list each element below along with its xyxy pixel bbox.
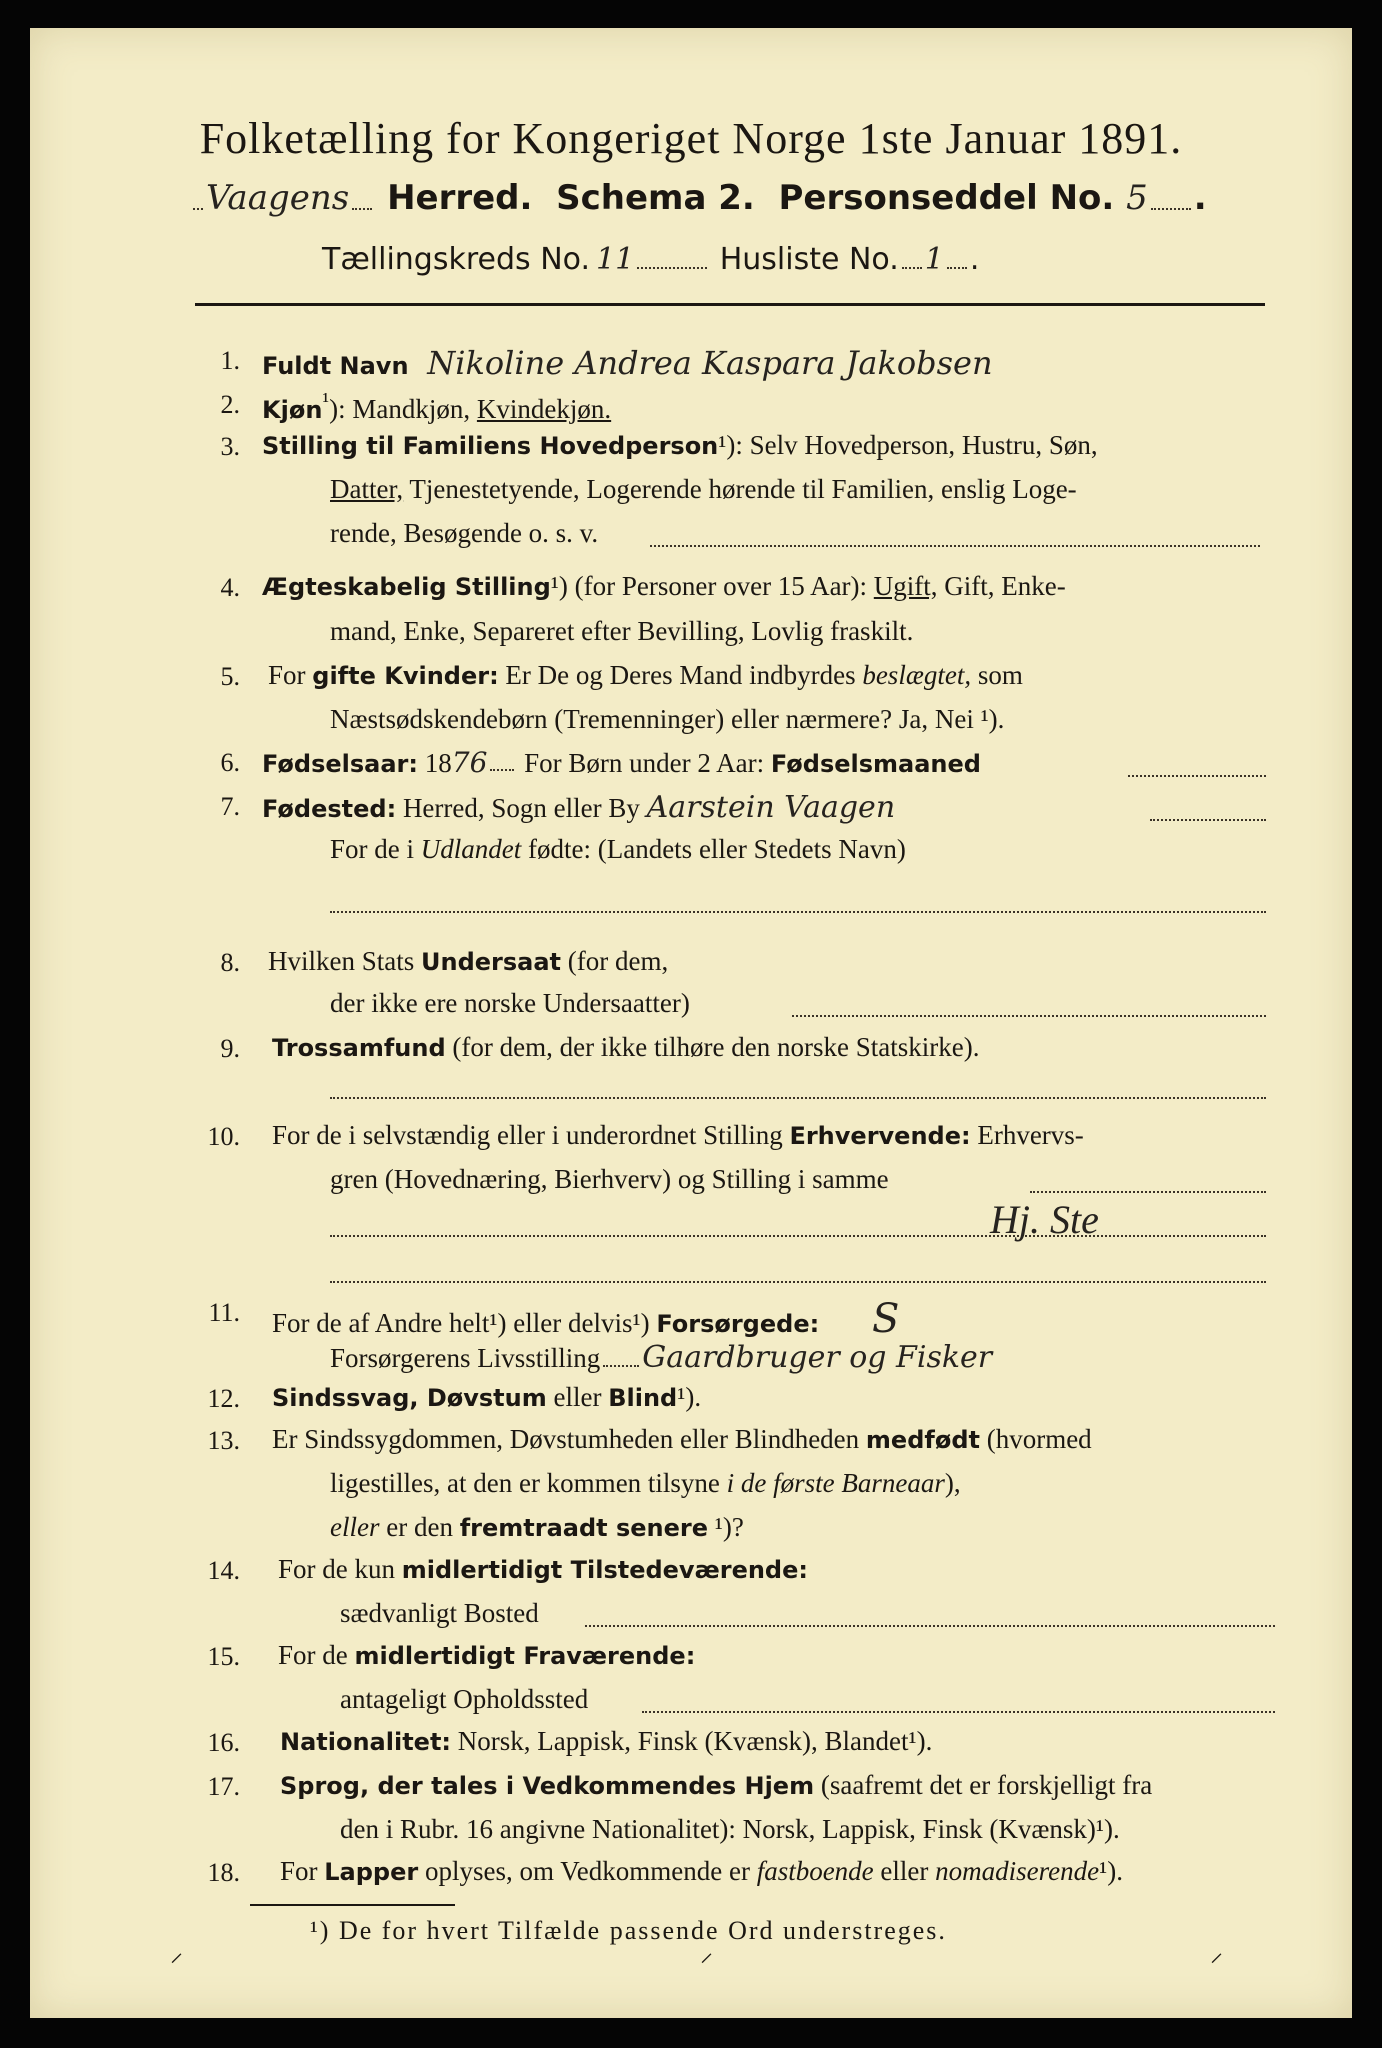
q8-text-a2: (for dem, bbox=[561, 946, 669, 976]
q13-text-b3: ), bbox=[944, 1468, 961, 1498]
q13-text-a: Er Sindssygdommen, Døvstumheden eller Blindheden bbox=[272, 1424, 866, 1454]
corner-mark-right: ⸝ bbox=[1210, 1938, 1224, 1968]
item-1 bbox=[262, 344, 993, 382]
item-number-15: 15. bbox=[207, 1642, 240, 1671]
header-rule bbox=[195, 303, 1265, 306]
q18-text-a4: eller bbox=[873, 1856, 936, 1886]
q6-prefix: 18 bbox=[418, 748, 452, 778]
q14-fill bbox=[585, 1624, 1275, 1627]
q8-label: Undersaat bbox=[421, 948, 562, 976]
q13-text-a2: (hvormed bbox=[979, 1424, 1092, 1454]
q17-text-a: (saafremt det er forskjelligt fra bbox=[814, 1770, 1153, 1800]
item-10-line-2: gren (Hovednæring, Bierhverv) og Stilling i samme bbox=[330, 1164, 889, 1194]
item-10-line-1 bbox=[272, 1120, 1084, 1151]
item-3-line-3: rende, Besøgende o. s. v. bbox=[330, 518, 599, 548]
q6-mid: For Børn under 2 Aar: bbox=[517, 748, 771, 778]
q13-text-b2: i de første Barneaar bbox=[726, 1468, 945, 1498]
q3-selected: Datter, bbox=[330, 474, 404, 504]
q18-text-a: For bbox=[280, 1856, 325, 1886]
q10-label: Erhvervende: bbox=[789, 1122, 971, 1150]
q10-fill-1 bbox=[1030, 1190, 1266, 1193]
q10-text-a: For de i selvstændig eller i underordnet Stilling bbox=[272, 1120, 790, 1150]
q12-label: Sindssvag, Døvstum bbox=[272, 1384, 547, 1412]
schema-label: Schema 2. bbox=[556, 178, 755, 218]
q13-label2: fremtraadt senere bbox=[459, 1514, 709, 1542]
husliste-value: 1 bbox=[924, 242, 944, 277]
q11-text-b: Forsørgerens Livsstilling bbox=[330, 1343, 601, 1373]
q7-text-b2: Udlandet bbox=[420, 834, 522, 864]
q13-text-c1: eller bbox=[330, 1512, 380, 1542]
q3-fill bbox=[650, 544, 1260, 547]
q10-fill-3 bbox=[330, 1280, 1266, 1283]
q11-mark: S bbox=[871, 1296, 900, 1342]
q4-text-a: ¹) (for Personer over 15 Aar): bbox=[550, 571, 874, 601]
item-18 bbox=[280, 1856, 1123, 1887]
item-9 bbox=[272, 1032, 979, 1063]
q6-fill bbox=[1128, 774, 1266, 777]
q13-label: medfødt bbox=[865, 1426, 980, 1454]
q10-text-a2: Erhvervs- bbox=[970, 1120, 1084, 1150]
item-number-10: 10. bbox=[207, 1122, 240, 1151]
personseddel-value: 5 bbox=[1126, 178, 1148, 218]
q2-selected: Kvindekjøn. bbox=[476, 394, 612, 424]
herred-label: Herred. bbox=[387, 178, 533, 218]
item-number-12: 12. bbox=[207, 1384, 240, 1413]
q9-label: Trossamfund bbox=[272, 1034, 446, 1062]
q18-text-a2: oplyses, om Vedkommende er bbox=[418, 1856, 757, 1886]
q17-label: Sprog, der tales i Vedkommendes Hjem bbox=[280, 1772, 815, 1800]
item-11-line-1 bbox=[272, 1296, 899, 1342]
q3-label: Stilling til Familiens Hovedperson bbox=[262, 432, 719, 460]
center-mark: ⸝ bbox=[700, 1938, 714, 1968]
item-7-line-1 bbox=[262, 790, 895, 825]
q6-label2: Fødselsmaaned bbox=[770, 750, 981, 778]
q12-text-a: eller bbox=[546, 1382, 609, 1412]
item-15-line-2: antageligt Opholdssted bbox=[340, 1684, 589, 1714]
corner-mark-left: ⸝ bbox=[170, 1938, 184, 1968]
item-16 bbox=[280, 1726, 932, 1757]
q6-value: 76 bbox=[451, 746, 488, 779]
q9-text: (for dem, der ikke tilhøre den norske Statskirke). bbox=[445, 1032, 980, 1062]
q14-text-a: For de kun bbox=[278, 1554, 402, 1584]
q3-text-b: Tjenestetyende, Logerende hørende til Familien, enslig Loge- bbox=[403, 474, 1077, 504]
q18-text-a3: fastboende bbox=[756, 1856, 874, 1886]
item-number-1: 1. bbox=[220, 346, 240, 375]
q7-text-a: Herred, Sogn eller By bbox=[396, 793, 647, 823]
q11-label: Forsørgede: bbox=[656, 1310, 820, 1338]
q11-value: Gaardbruger og Fisker bbox=[642, 1340, 993, 1375]
item-4-line-2: mand, Enke, Separeret efter Bevilling, Lovlig fraskilt. bbox=[330, 616, 914, 646]
item-number-16: 16. bbox=[207, 1728, 240, 1757]
q11-text-a: For de af Andre helt¹) eller delvis¹) bbox=[272, 1308, 657, 1338]
item-3-line-1 bbox=[262, 430, 1098, 461]
item-4-line-1 bbox=[262, 571, 1066, 602]
q8-text-a1: Hvilken Stats bbox=[268, 946, 421, 976]
item-number-5: 5. bbox=[220, 662, 240, 691]
q13-text-b1: ligestilles, at den er kommen tilsyne bbox=[330, 1468, 727, 1498]
q7-fill-2 bbox=[330, 910, 1266, 913]
q14-label: midlertidigt Tilstedeværende: bbox=[401, 1556, 808, 1584]
item-17-line-2: den i Rubr. 16 angivne Nationalitet): Norsk, Lappisk, Finsk (Kvænsk)¹). bbox=[340, 1814, 1120, 1844]
q12-text-b: ¹). bbox=[677, 1382, 702, 1412]
item-11-line-2 bbox=[330, 1340, 992, 1375]
q5-label: gifte Kvinder: bbox=[312, 662, 499, 690]
item-6 bbox=[262, 746, 981, 779]
personseddel-label: Personseddel No. bbox=[778, 178, 1115, 218]
item-13-line-3 bbox=[330, 1512, 744, 1543]
kreds-label: Tællingskreds No. bbox=[322, 242, 590, 277]
item-number-17: 17. bbox=[207, 1772, 240, 1801]
q16-text: Norsk, Lappisk, Finsk (Kvænsk), Blandet¹). bbox=[451, 1726, 933, 1756]
q13-text-c3: ¹)? bbox=[708, 1512, 744, 1542]
item-number-9: 9. bbox=[220, 1034, 240, 1063]
item-8-line-1 bbox=[268, 946, 668, 977]
q6-label: Fødselsaar: bbox=[262, 750, 418, 778]
item-17-line-1 bbox=[280, 1770, 1152, 1801]
q4-text-a3: Gift, Enke- bbox=[937, 571, 1066, 601]
q15-text-a: For de bbox=[278, 1640, 355, 1670]
q1-value: Nikoline Andrea Kaspara Jakobsen bbox=[427, 344, 993, 382]
q10-value: Hj. Ste bbox=[990, 1197, 1099, 1242]
item-2 bbox=[262, 388, 611, 425]
q13-text-c2: er den bbox=[379, 1512, 460, 1542]
q7-value: Aarstein Vaagen bbox=[646, 790, 896, 825]
q7-text-b1: For de i bbox=[330, 834, 421, 864]
item-13-line-2 bbox=[330, 1468, 961, 1499]
item-8-line-2: der ikke ere norske Undersaatter) bbox=[330, 988, 690, 1018]
census-form-sheet bbox=[30, 28, 1352, 2018]
item-number-4: 4. bbox=[220, 573, 240, 602]
q15-label: midlertidigt Fraværende: bbox=[354, 1642, 696, 1670]
item-15-line-1 bbox=[278, 1640, 695, 1671]
item-number-13: 13. bbox=[207, 1426, 240, 1455]
q7-label: Fødested: bbox=[262, 795, 397, 823]
footnote: ¹) De for hvert Tilfælde passende Ord understreges. bbox=[310, 1916, 947, 1945]
item-number-2: 2. bbox=[220, 390, 240, 419]
q2-text: ): Mandkjøn, bbox=[329, 394, 477, 424]
item-12 bbox=[272, 1382, 701, 1413]
item-14-line-2: sædvanligt Bosted bbox=[340, 1598, 539, 1628]
q2-label: Kjøn bbox=[262, 396, 323, 424]
form-title: Folketælling for Kongeriget Norge 1ste Januar 1891. bbox=[199, 114, 1183, 163]
q9-fill bbox=[330, 1096, 1266, 1099]
q2-sup: ¹ bbox=[322, 388, 330, 413]
item-number-14: 14. bbox=[207, 1556, 240, 1585]
husliste-label: Husliste No. bbox=[719, 242, 899, 277]
footnote-rule bbox=[250, 1904, 455, 1906]
q10-fill-2 bbox=[330, 1234, 1266, 1237]
q5-pre: For bbox=[268, 660, 313, 690]
q12-label2: Blind bbox=[608, 1384, 678, 1412]
item-7-line-2 bbox=[330, 834, 906, 865]
item-number-11: 11. bbox=[208, 1298, 240, 1327]
header-line-kreds: Tællingskreds No. 11 Husliste No. 1 . bbox=[322, 242, 980, 277]
q7-fill bbox=[1150, 818, 1266, 821]
q18-text-a6: ¹). bbox=[1099, 1856, 1123, 1886]
item-number-3: 3. bbox=[220, 432, 240, 461]
q15-fill bbox=[642, 1710, 1275, 1713]
item-number-7: 7. bbox=[220, 792, 240, 821]
q5-text-a: Er De og Deres Mand indbyrdes bbox=[498, 660, 863, 690]
item-5-line-2: Næstsødskendebørn (Tremenninger) eller nærmere? Ja, Nei ¹). bbox=[330, 704, 1005, 734]
item-number-6: 6. bbox=[220, 748, 240, 777]
herred-value: Vaagens bbox=[206, 178, 350, 218]
q18-text-a5: nomadiserende bbox=[935, 1856, 1100, 1886]
q18-label: Lapper bbox=[324, 1858, 419, 1886]
q16-label: Nationalitet: bbox=[280, 1728, 452, 1756]
item-5-line-1 bbox=[268, 660, 1023, 691]
item-number-18: 18. bbox=[207, 1858, 240, 1887]
q1-label: Fuldt Navn bbox=[262, 352, 409, 380]
item-13-line-1 bbox=[272, 1424, 1092, 1455]
q8-fill bbox=[792, 1014, 1266, 1017]
item-14-line-1 bbox=[278, 1554, 808, 1585]
q4-label: Ægteskabelig Stilling bbox=[262, 573, 551, 601]
q5-text-a3: som bbox=[971, 660, 1023, 690]
q5-text-a2: beslægtet, bbox=[862, 660, 972, 690]
item-3-line-2 bbox=[330, 474, 1077, 505]
item-number-8: 8. bbox=[220, 948, 240, 977]
q4-selected: Ugift, bbox=[873, 571, 938, 601]
kreds-value: 11 bbox=[596, 242, 635, 277]
q3-text-a: ¹): Selv Hovedperson, Hustru, Søn, bbox=[718, 430, 1098, 460]
header-line-herred: Vaagens Herred. Schema 2. Personseddel No. 5 . bbox=[190, 178, 1207, 218]
q7-text-b3: fødte: (Landets eller Stedets Navn) bbox=[521, 834, 906, 864]
